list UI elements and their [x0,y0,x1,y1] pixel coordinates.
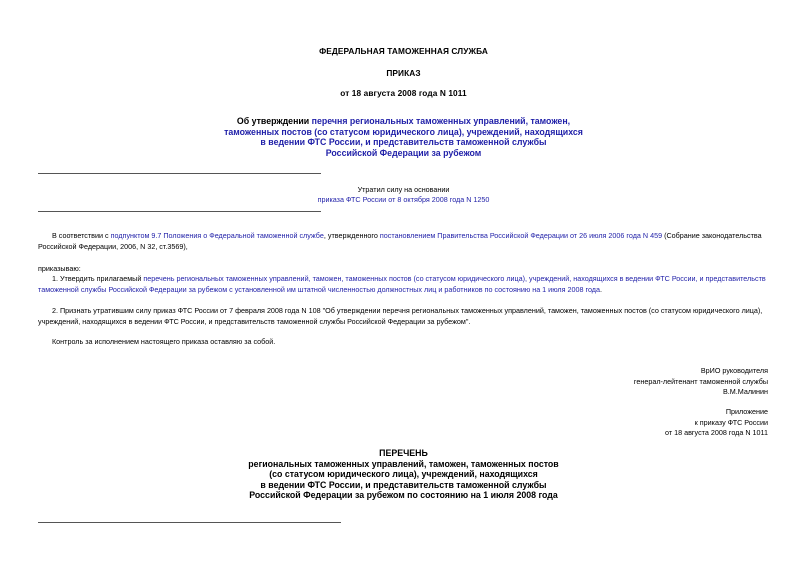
preamble-text-3: (Собрание законодательства [662,231,762,240]
validity-note [0,185,807,205]
signature-block [634,366,768,398]
item2-line2: учреждений, находящихся в ведении ФТС России, и представительств таможенной службы Российской Федерации за рубежом". [38,316,471,326]
title-prefix: Об утверждении [236,116,312,126]
title-link-line2[interactable]: таможенных постов (со статусом юридического лица), учреждений, находящихся [224,126,583,137]
signature-name: В.М.Малинин [722,387,768,397]
title-link-line1[interactable]: перечня региональных таможенных управлений, таможен, [311,116,571,126]
preamble-link-resolution[interactable]: постановлением Правительства Российской Федерации от 26 июля 2006 года N 459 [379,231,663,240]
title-link-line4[interactable]: Российской Федерации за рубежом [325,147,482,158]
preamble-text-2: , утвержденного [323,231,380,240]
title-link-line3[interactable]: в ведении ФТС России, и представительств таможенной службы [260,137,547,147]
document-date: от 18 августа 2008 года N 1011 [340,88,467,98]
validity-link[interactable]: приказа ФТС России от 8 октября 2008 года N 1250 [317,195,490,204]
item1-end: . [600,284,602,294]
order-word: приказываю: [38,264,81,273]
item1-text: 1. Утвердить прилагаемый [52,274,144,283]
preamble [38,231,770,252]
list-line2: (со статусом юридического лица), учреждений, находящихся [269,469,538,479]
list-line4: Российской Федерации за рубежом по состоянию на 1 июля 2008 года [249,490,558,500]
item1-link-part2[interactable]: таможенной службы Российской Федерации за рубежом с установленной им штатной численностью должностных лиц и работников по состоянию на 1 июля 2008 года [38,284,600,294]
validity-text: Утратил силу на основании [357,185,450,194]
divider-bottom [38,211,321,212]
preamble-link-regulation[interactable]: подпунктом 9.7 Положения о Федеральной таможенной службе [110,231,324,240]
document-type: ПРИКАЗ [386,68,421,78]
document-title [0,116,807,158]
appendix-label: Приложение [725,407,768,416]
list-title [0,448,807,501]
divider-footer [38,522,341,523]
divider-top [38,173,321,174]
item1-link-part1[interactable]: перечень региональных таможенных управлений, таможен, таможенных постов (со статусом юридического лица), учреждений, находящихся в ведении ФТС России, и представительств [143,274,766,283]
appendix-block [665,407,768,439]
order-item-1 [38,274,778,295]
preamble-text-1: В соответствии с [52,231,111,240]
list-line3: в ведении ФТС России, и представительств таможенной службы [260,479,547,490]
control-statement: Контроль за исполнением настоящего приказа оставляю за собой. [52,337,276,346]
appendix-order-ref: к приказу ФТС России [694,417,768,427]
agency-name: ФЕДЕРАЛЬНАЯ ТАМОЖЕННАЯ СЛУЖБА [319,46,488,56]
item2-line1: 2. Признать утратившим силу приказ ФТС России от 7 февраля 2008 года N 108 "Об утверждении перечня региональных таможенных управлений, таможен, таможенных постов (со статусом юридического лица), [52,306,763,315]
preamble-text-4: Российской Федерации, 2006, N 32, ст.3569), [38,241,188,251]
appendix-date: от 18 августа 2008 года N 1011 [665,428,768,438]
signature-rank: генерал-лейтенант таможенной службы [633,376,768,386]
signature-position: ВрИО руководителя [700,366,768,375]
order-item-2 [38,306,778,327]
list-heading: ПЕРЕЧЕНЬ [379,448,428,458]
list-line1: региональных таможенных управлений, таможен, таможенных постов [248,458,559,469]
